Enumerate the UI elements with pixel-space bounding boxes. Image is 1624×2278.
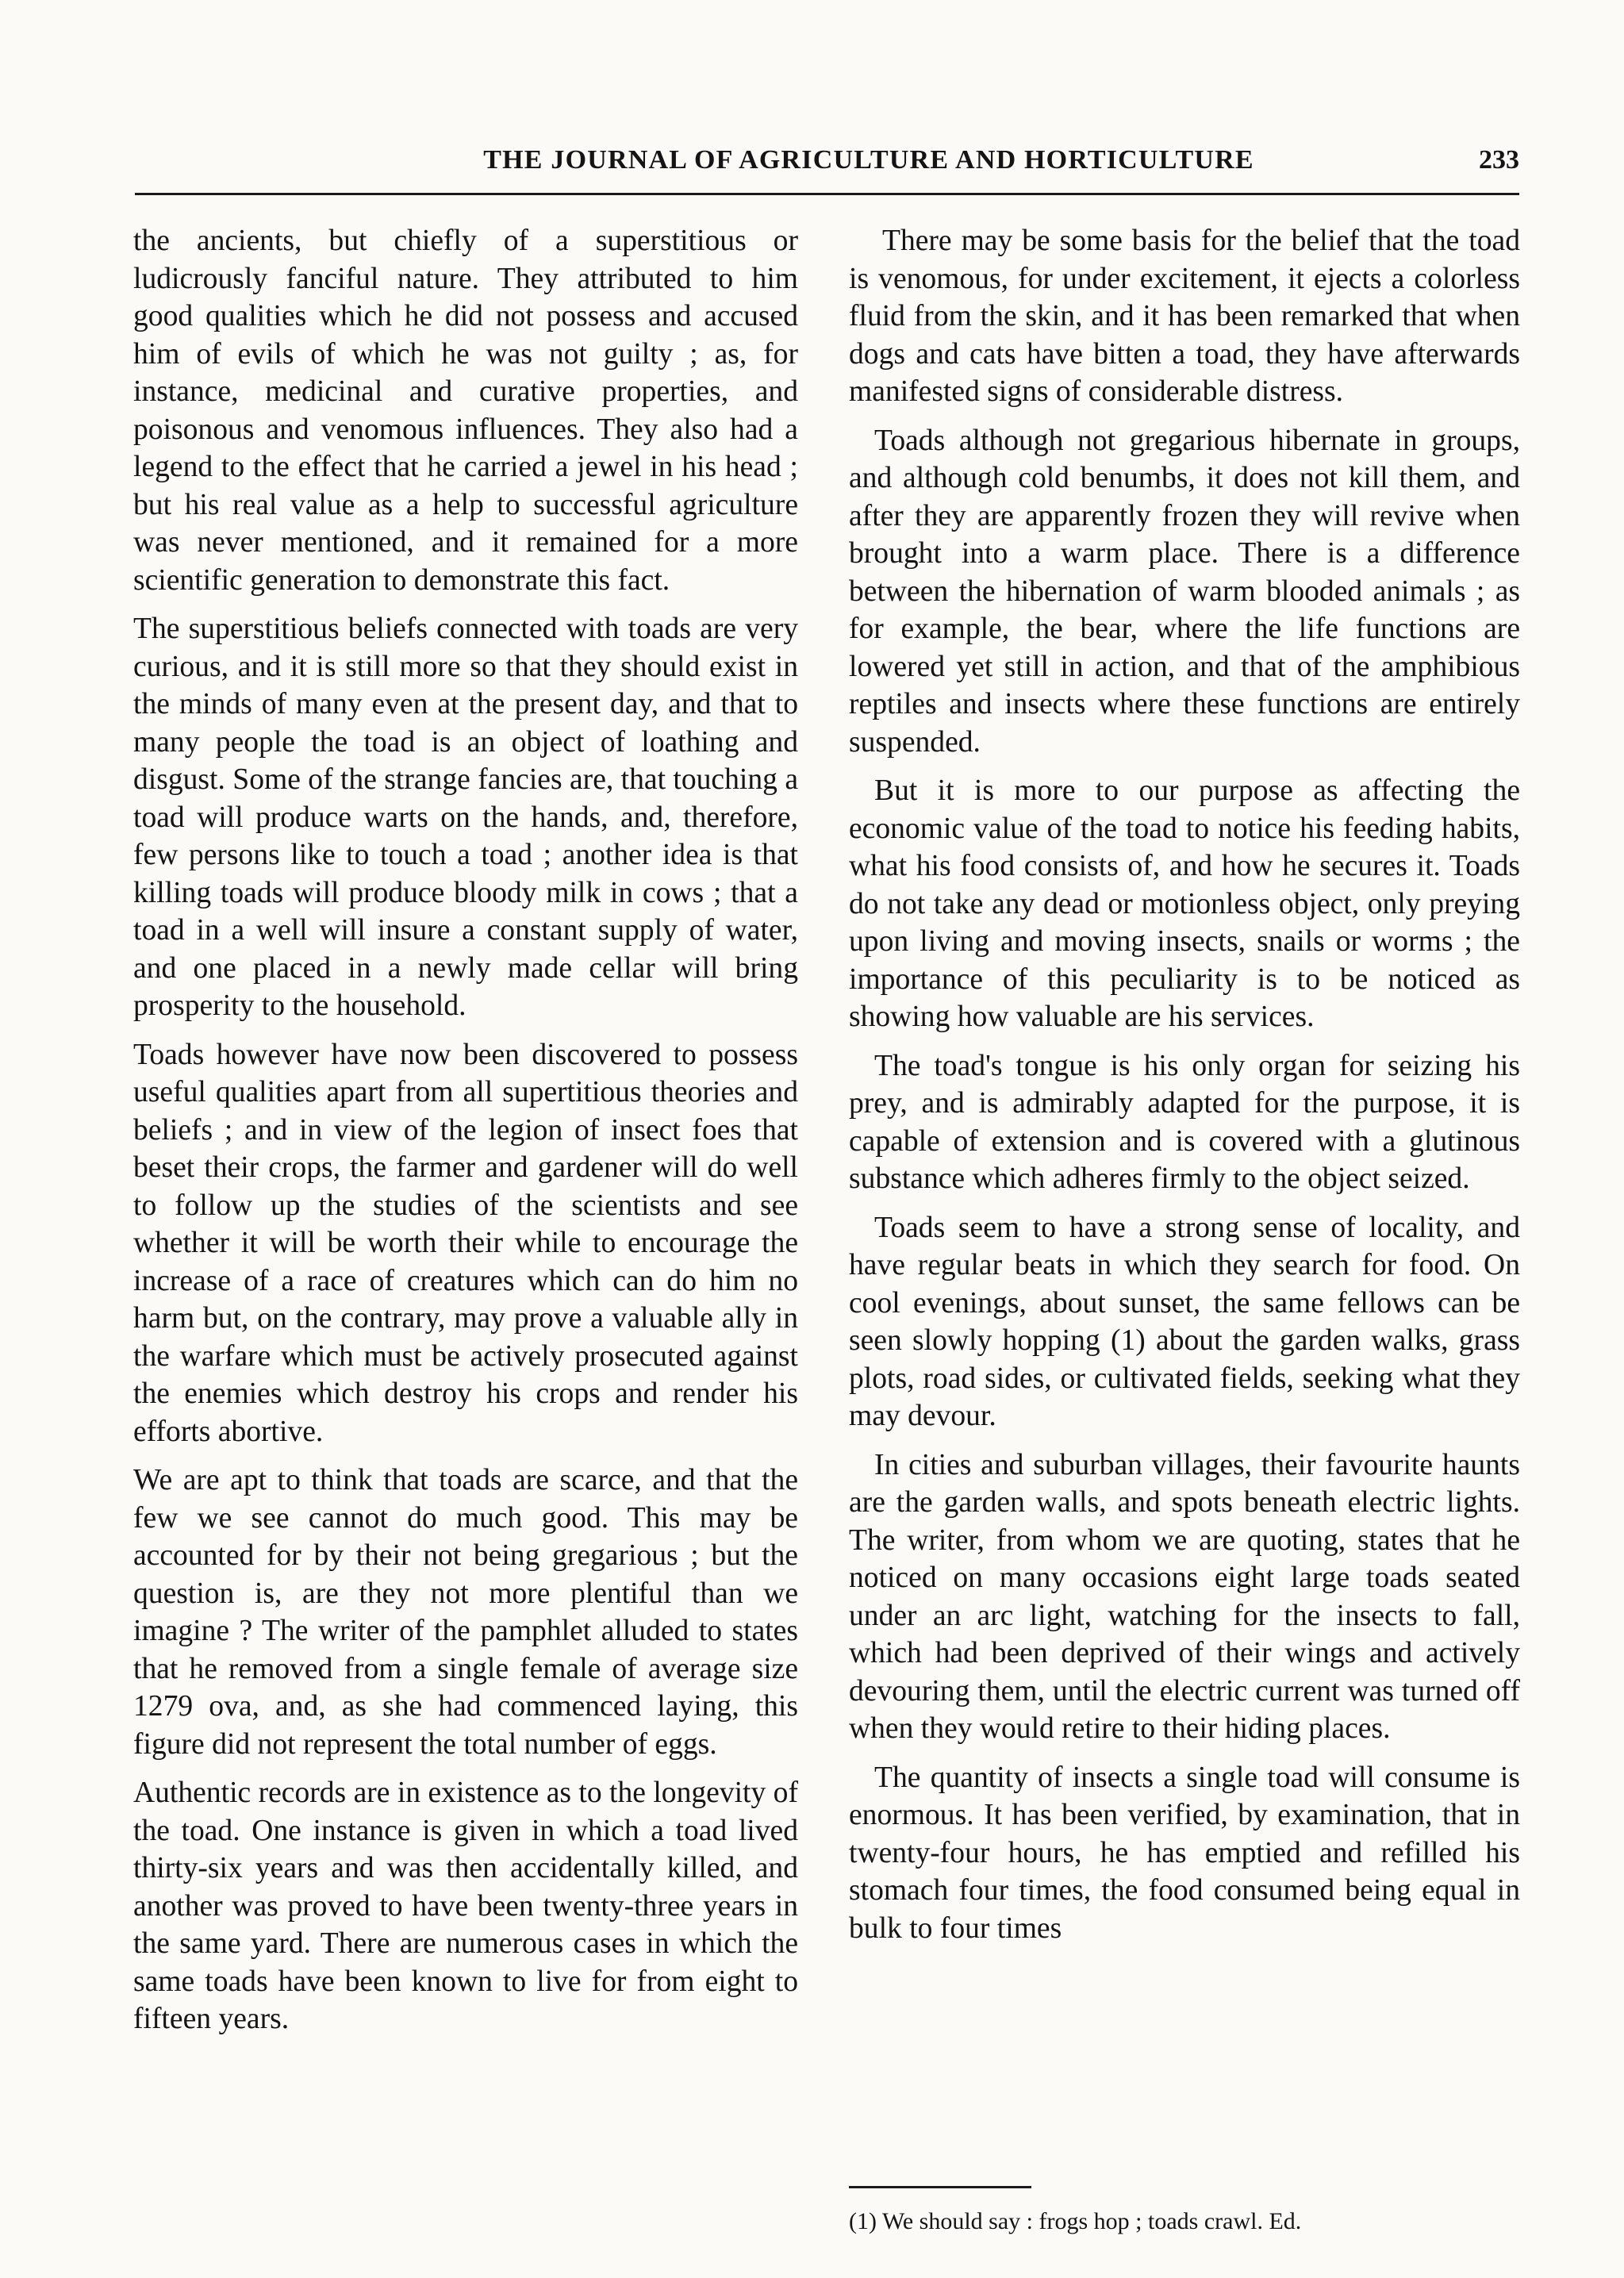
paragraph: Toads however have now been discovered to possess useful qualities apart from all supertitious theories and beliefs ; and in view of the legion of insect foes that beset their crops, the farmer and gardener will do well to follow up the studies of the scientists and see whether it will be worth their while to encourage the increase of a race of creatures which can do him no harm but, on the contrary, may prove a valuable ally in the warfare which must be actively prosecuted against the enemies which destroy his crops and render his efforts abortive. (133, 1038, 798, 1448)
page-header (111, 145, 1519, 193)
paragraph: Toads although not gregarious hibernate in groups, and although cold benumbs, it does not kill them, and after they are apparently frozen they will revive when brought into a warm place. There is a difference between the hibernation of warm blooded animals ; as for example, the bear, where the life functions are lowered yet still in action, and that of the amphibious reptiles and insects where these functions are entirely suspended. (849, 424, 1520, 759)
paragraph: The toad's tongue is his only organ for seizing his prey, and is admirably adapted for the purpose, it is capable of extension and is covered with a glutinous substance which adheres firmly to the object seized. (849, 1049, 1520, 1195)
right-column (849, 222, 1520, 1958)
running-title: THE JOURNAL OF AGRICULTURE AND HORTICULTURE (483, 145, 1254, 175)
header-rule (135, 193, 1519, 195)
paragraph: But it is more to our purpose as affecting the economic value of the toad to notice his feeding habits, what his food consists of, and how he secures it. Toads do not take any dead or motionless object, only preying upon living and moving insects, snails or worms ; the importance of this peculiarity is to be noticed as showing how valuable are his services. (849, 774, 1520, 1033)
paragraph: the ancients, but chiefly of a superstitious or ludicrously fanciful nature. They attributed to him good qualities which he did not possess and accused him of evils of which he was not guilty ; as, for instance, medicinal and curative properties, and poisonous and venomous influences. They also had a legend to the effect that he carried a jewel in his head ; but his real value as a help to successful agriculture was never mentioned, and it remained for a more scientific generation to demonstrate this fact. (133, 225, 798, 597)
paragraph: The superstitious beliefs connected with toads are very curious, and it is still more so that they should exist in the minds of many even at the present day, and that to many people the toad is an object of loathing and disgust. Some of the strange fancies are, that touching a toad will produce warts on the hands, and, therefore, few persons like to touch a toad ; another idea is that killing toads will produce bloody milk in cows ; that a toad in a well will insure a constant supply of water, and one placed in a newly made cellar will bring prosperity to the household. (133, 613, 798, 1022)
paragraph: There may be some basis for the belief that the toad is venomous, for under excitement, it ejects a colorless fluid from the skin, and it has been remarked that when dogs and cats have bitten a toad, they have afterwards manifested signs of considerable distress. (849, 225, 1520, 408)
paragraph: In cities and suburban villages, their favourite haunts are the garden walls, and spots beneath electric lights. The writer, from whom we are quoting, states that he noticed on many occasions eight large toads seated under an arc light, watching for the insects to fall, which had been deprived of their wings and actively devouring them, until the electric current was turned off when they would retire to their hiding places. (849, 1448, 1520, 1745)
footnote-rule (849, 2186, 1031, 2188)
paragraph: We are apt to think that toads are scarce, and that the few we see cannot do much good. This may be accounted for by their not being gregarious ; but the question is, are they not more plentiful than we imagine ? The writer of the pamphlet alluded to states that he removed from a single female of average size 1279 ova, and, as she had commenced laying, this figure did not represent the total number of eggs. (133, 1464, 798, 1761)
paragraph: Authentic records are in existence as to the longevity of the toad. One instance is given in which a toad lived thirty-six years and was then accidentally killed, and another was proved to have been twenty-three years in the same yard. There are numerous cases in which the same toads have been known to live for from eight to fifteen years. (133, 1777, 798, 2035)
page-number: 233 (1479, 145, 1519, 175)
left-column (133, 222, 798, 2049)
paragraph: The quantity of insects a single toad will consume is enormous. It has been verified, by examination, that in twenty-four hours, he has emptied and refilled his stomach four times, the food consumed being equal in bulk to four times (849, 1761, 1520, 1945)
footnote: (1) We should say : frogs hop ; toads crawl. Ed. (849, 2208, 1302, 2234)
paragraph: Toads seem to have a strong sense of locality, and have regular beats in which they search for food. On cool evenings, about sunset, the same fellows can be seen slowly hopping (1) about the garden walks, grass plots, road sides, or cultivated fields, seeking what they may devour. (849, 1211, 1520, 1432)
